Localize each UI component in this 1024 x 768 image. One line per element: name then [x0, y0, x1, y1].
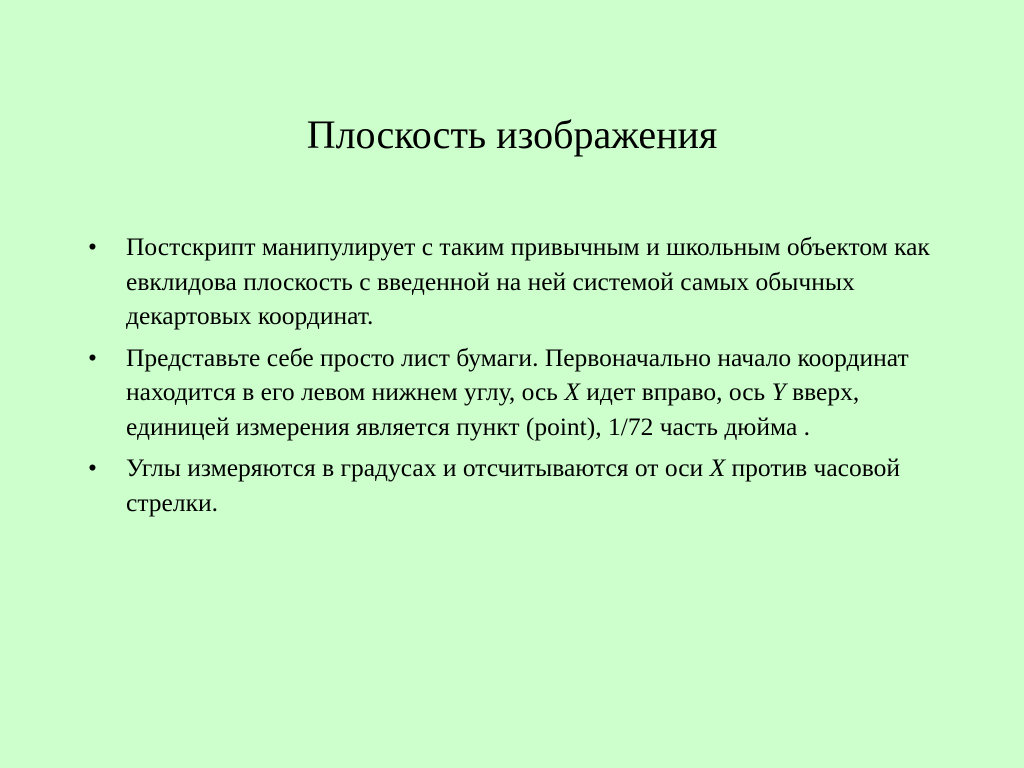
bullet-text-segment: против часовой стрелки.: [126, 453, 901, 517]
bullet-item: [88, 341, 938, 445]
bullet-text: [126, 232, 930, 330]
bullet-marker: •: [88, 232, 97, 261]
bullet-text-segment: Углы измеряются в градусах и отсчитываются от оси: [126, 453, 710, 482]
bullet-item: [88, 451, 938, 520]
bullet-text-segment: идет вправо, ось: [579, 377, 772, 406]
axis-x-label: X: [564, 377, 580, 406]
bullet-marker: •: [88, 342, 97, 372]
bullet-text-segment: Представьте себе просто лист бумаги. Первоначально начало координат находится в его левом нижнем углу, ось: [126, 342, 909, 406]
bullet-item: [88, 230, 938, 334]
bullet-text: [126, 343, 909, 441]
bullet-text-segment: вверх, единицей измерения является пункт (point), 1/72 часть дюйма .: [126, 377, 860, 441]
axis-x-label: X: [709, 453, 726, 482]
bullet-text: [126, 453, 900, 517]
slide-title: Плоскость изображения: [306, 112, 718, 157]
axis-y-label: Y: [771, 377, 786, 406]
bullet-marker: •: [88, 453, 97, 482]
bullet-list: [88, 230, 938, 527]
bullet-text-segment: Постскрипт манипулирует с таким привычным и школьным объектом как евклидова плоскость с введенной на ней системой самых обычных декартовых координат.: [126, 232, 930, 330]
